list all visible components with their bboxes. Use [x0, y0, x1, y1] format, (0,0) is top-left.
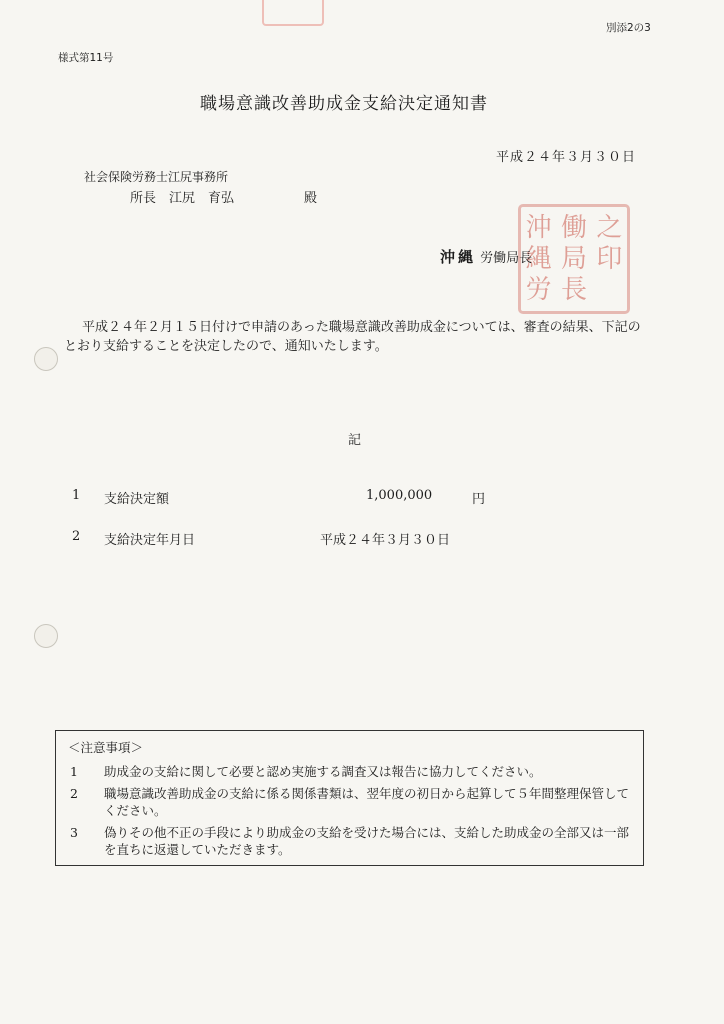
item-number: 2: [72, 529, 81, 544]
seal-char: 之: [596, 212, 623, 243]
item-number: 1: [72, 488, 81, 503]
seal-char: 長: [560, 274, 587, 305]
notice-item-number: 2: [70, 786, 78, 801]
notice-box: [55, 730, 644, 866]
notice-item-text: 職場意識改善助成金の支給に係る関係書類は、翌年度の初日から起算して５年間整理保管してください。: [104, 786, 630, 818]
punch-hole: [34, 624, 58, 648]
notice-title: ＜注意事項＞: [68, 740, 144, 755]
official-seal: [518, 204, 630, 314]
seal-char: 縄: [525, 243, 552, 274]
item-unit-amount: 円: [472, 492, 486, 507]
notice-item-number: 1: [70, 764, 78, 779]
notice-item: [70, 785, 634, 819]
notice-item-text: 偽りその他不正の手段により助成金の支給を受けた場合には、支給した助成金の全部又は一部を直ちに返還していただきます。: [104, 825, 630, 857]
item-label-date: 支給決定年月日: [104, 533, 196, 548]
item-label-amount: 支給決定額: [104, 492, 170, 507]
attachment-label: 別添2の3: [606, 22, 651, 34]
issue-date: 平成２４年３月３０日: [496, 150, 637, 165]
issuer-title: 労働局長: [480, 251, 533, 266]
recipient-honorific: 殿: [304, 191, 318, 206]
recipient-name: 所長 江尻 育弘: [130, 191, 235, 206]
body-text: 平成２４年２月１５日付けで申請のあった職場意識改善助成金については、審査の結果、下記のとおり支給することを決定したので、通知いたします。: [64, 320, 641, 354]
punch-hole: [34, 347, 58, 371]
item-value-date: 平成２４年３月３０日: [320, 533, 451, 548]
seal-char: 局: [560, 243, 587, 274]
recipient-office: 社会保険労務士江尻事務所: [84, 170, 229, 184]
notice-item-text: 助成金の支給に関して必要と認め実施する調査又は報告に協力してください。: [104, 764, 542, 779]
notice-item: [70, 763, 634, 780]
record-heading: 記: [348, 433, 362, 448]
form-number: 様式第11号: [58, 52, 114, 64]
issuer: [440, 246, 532, 267]
seal-char: [592, 275, 627, 306]
seal-char: 沖: [525, 212, 552, 243]
issuer-region: 沖縄: [440, 248, 477, 266]
item-value-amount: 1,000,000: [366, 488, 433, 503]
seal-char: 労: [525, 274, 552, 305]
seal-char: 印: [596, 243, 623, 274]
seal-char: 働: [560, 212, 587, 243]
notice-item-number: 3: [70, 825, 78, 840]
top-seal-stamp: [262, 0, 324, 26]
document-title: 職場意識改善助成金支給決定通知書: [200, 94, 488, 114]
notice-item: [70, 824, 634, 858]
